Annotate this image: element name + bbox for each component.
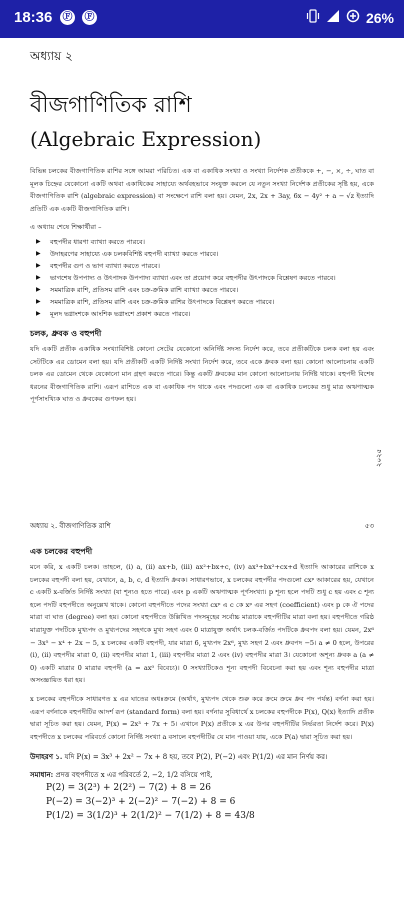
solution-text: প্রদত্ত বহুপদীতে x এর পরিবর্তে 2, −2, 1/2 বসিয়ে পাই, xyxy=(55,771,213,780)
objectives-heading: এ অধ্যায় শেষে শিক্ষার্থীরা – xyxy=(30,223,102,232)
page-one xyxy=(30,40,374,406)
battery-level: 26% xyxy=(365,9,394,26)
list-item: ▶ বহুপদীর ধারণা ব্যাখ্যা করতে পারবে। xyxy=(36,236,374,248)
list-item: ▶ ভাগশেষ উপপাদ্য ও উৎপাদক উপপাদ্য ব্যাখ্যা এবং তা প্রয়োগ করে বহুপদীর উৎপাদকে বিশ্লেষণ করতে পারবে। xyxy=(36,272,374,284)
section-heading: চলক, ধ্রুবক ও বহুপদী xyxy=(30,327,102,338)
solution-label: সমাধান: xyxy=(30,770,54,780)
list-item: ▶ উদাহরণের সাহায্যে এক চলকবিশিষ্ট বহুপদী ব্যাখ্যা করতে পারবে। xyxy=(36,248,374,260)
running-header-title: অধ্যায় ২. বীজগাণিতিক রাশি xyxy=(30,522,111,530)
chapter-title-bangla: বীজগাণিতিক রাশি xyxy=(30,93,192,118)
list-item: ▶ সমমাত্রিক রাশি, প্রতিসম রাশি এবং চক্র-ক্রমিক রাশির উৎপাদকে বিশ্লেষণ করতে পারবে। xyxy=(36,296,374,308)
list-item: ▶ বহুপদীর গুণ ও ভাগ ব্যাখ্যা করতে পারবে। xyxy=(36,260,374,272)
example-text: যদি P(x) = 3x³ + 2x² − 7x + 8 হয়, তবে P(2), P(−2) এবং P(1/2) এর মান নির্ণয় কর। xyxy=(64,753,328,762)
side-page-number: ২০২৫ xyxy=(375,448,384,468)
list-item: ▶ সমমাত্রিক রাশি, প্রতিসম রাশি এবং চক্র-ক্রমিক রাশি ব্যাখ্যা করতে পারবে। xyxy=(36,284,374,296)
subsection-heading: এক চলকের বহুপদী xyxy=(30,546,93,556)
section-paragraph: যদি একটি প্রতীক একাধিক সংখ্যাবিশিষ্ট কোনো সেটের যেকোনো অনির্দিষ্ট সদস্য নির্দেশ করে, তবে প্রতীকটিকে চলক বলা হয় এবং সেটটিকে এর ডোমেন বলা হয়। যদি প্রতীকটি একটি নির্দিষ্ট সংখ্যা নির্দেশ করে, তবে একে ধ্রুবক বলা হয়। কোনো আলোচনায় একটি চলক এর ডোমেন থেকে যেকোনো মান গ্রহণ করতে পারে। কিন্তু একটি ধ্রুবকের মান কোনো আলোচনায় নির্দিষ্ট থাকে। বহুপদী বিশেষ ধরনের বীজগাণিতিক রাশি। এরূপ রাশিতে এক বা একাধিক পদ থাকে এবং পদগুলো এক বা একাধিক চলকের শুধু মাত্র অঋণাত্মক পূর্ণসাংখ্যিক ঘাত ও ধ্রুবকের গুণফল হয়। xyxy=(30,344,374,404)
notification-icon: Ⓕ xyxy=(60,10,75,25)
equation-line: P(2) = 3(2³) + 2(2²) − 7(2) + 8 = 26 xyxy=(46,783,211,794)
status-bar xyxy=(0,0,404,38)
standard-form-paragraph: x চলকের বহুপদীকে সাধারণত x এর ঘাতের অধঃক্রমে (অর্থাৎ, মুখ্যপদ থেকে শুরু করে ক্রমে ক্রমে ধ্রুব পদ পর্যন্ত) বর্ণনা করা হয়। এরূপ বর্ণনাকে বহুপদীটির আদর্শ রূপ (standard form) বলা হয়। বর্ণনার সুবিধার্থে x চলকের বহুপদীকে P(x), Q(x) ইত্যাদি প্রতীক দ্বারা সূচিত করা হয়। যেমন, P(x) = 2x³ + 7x + 5। এখানে P(x) প্রতীকে x এর উপর বহুপদীটির নির্ভরতা নির্দেশ করে। P(x) বহুপদীতে x চলকের পরিবর্তে কোনো নির্দিষ্ট সংখ্যা a বসালে বহুপদীটির যে মান পাওয়া যায়, একে P(a) দ্বারা সূচিত করা হয়। xyxy=(30,694,374,741)
status-right xyxy=(306,9,394,26)
chapter-title-english: (Algebraic Expression) xyxy=(30,127,262,151)
objectives-list xyxy=(36,236,374,320)
solution-block xyxy=(30,769,374,781)
page-two xyxy=(30,520,374,823)
data-saver-icon xyxy=(346,9,360,26)
signal-icon xyxy=(326,9,340,26)
page-number: ৫৩ xyxy=(364,522,374,530)
list-item: ▶ মূলদ ভগ্নাংশকে আংশিক ভগ্নাংশে প্রকাশ করতে পারবে। xyxy=(36,308,374,320)
example-label: উদাহরণ ১. xyxy=(30,752,63,762)
notification-icon-2: Ⓕ xyxy=(82,10,97,25)
vibrate-icon xyxy=(306,9,320,26)
intro-paragraph: বিভিন্ন চলকের বীজগাণিতিক রাশির সঙ্গে আমরা পরিচিত। এক বা একাধিক সংখ্যা ও সংখ্যা নির্দেশক প্রতীককে +, −, ×, ÷, ঘাত বা মূলক চিহ্নের যেকোনো একটি অথবা একাধিকের সাহায্যে অর্থবহভাবে সংযুক্ত করলে যে নতুন সংখ্যা নির্দেশক প্রতীকের সৃষ্টি হয়, একে বীজগাণিতিক রাশি (algebraic expression) বা সংক্ষেপে রাশি বলা হয়। যেমন, 2x, 2x + 3ay, 6x − 4y² + a − √z ইত্যাদি প্রতিটি এক একটি বীজগাণিতিক রাশি। xyxy=(30,167,374,213)
polynomial-paragraph: মনে করি, x একটি চলক। তাহলে, (i) a, (ii) ax+b, (iii) ax²+bx+c, (iv) ax³+bx²+cx+d ইত্যাদি আকারের রাশিকে x চলকের বহুপদী বলা হয়, যেখানে, a, b, c, d ইত্যাদি ধ্রুবক। সাধারণভাবে, x চলকের বহুপদীর পদগুলো cxᵖ আকারের হয়, যেখানে c একটি x-বর্জিত নির্দিষ্ট সংখ্যা (যা শূন্যও হতে পারে) এবং p একটি অঋণাত্মক পূর্ণসংখ্যা। p শূন্য হলে পদটি শুধু c হয় এবং c শূন্য হলে পদটি বহুপদীতে অনুল্লেখ থাকে। কোনো বহুপদীতে পদের সংখ্যা cxᵖ এ c কে xᵖ এর সহগ (coefficient) এবং p কে ঐ পদের মাত্রা বা ঘাত (degree) বলা হয়। কোনো বহুপদীতে উল্লিখিত পদসমূহের সর্বোচ্চ মাত্রাকে বহুপদীটির মাত্রা বলা হয়। বহুপদীতে গরিষ্ঠ মাত্রাযুক্ত পদটিকে মুখ্যপদ ও মুখ্যপদের সহগকে মুখ্য সহগ এবং 0 মাত্রাযুক্ত অর্থাৎ চলক-বর্জিত পদটিকে ধ্রুবপদ বলা হয়। যেমন, 2x⁶ − 3x⁵ − x⁴ + 2x − 5, x চলকের একটি বহুপদী, যার মাত্রা 6, মুখ্যপদ 2x⁶, মুখ্য সহগ 2 এবং ধ্রুবপদ −5। a ≠ 0 হলে, উপরের (i), (ii) বহুপদীর মাত্রা 0, (ii) বহুপদীর মাত্রা 1, (iii) বহুপদীর মাত্রা 2 এবং (iv) বহুপদীর মাত্রা 3। যেকোনো অশূন্য ধ্রুবক a (a ≠ 0) একটি মাত্রার 0 মাত্রার বহুপদী (a = ax⁰ বিবেচ্য)। 0 সংখ্যাটিকেও শূন্য বহুপদী বিবেচনা করা হয় এবং শূন্য বহুপদীর মাত্রা অসংজ্ঞায়িত ধরা হয়। xyxy=(30,563,374,685)
running-header xyxy=(30,520,374,534)
equation-line: P(−2) = 3(−2)³ + 2(−2)² − 7(−2) + 8 = 6 xyxy=(46,797,236,808)
status-time: 18:36 xyxy=(14,9,53,26)
chapter-label: অধ্যায় ২ xyxy=(30,49,73,63)
equation-line: P(1/2) = 3(1/2)³ + 2(1/2)² − 7(1/2) + 8 = 43/8 xyxy=(46,811,255,822)
example-block xyxy=(30,751,374,763)
